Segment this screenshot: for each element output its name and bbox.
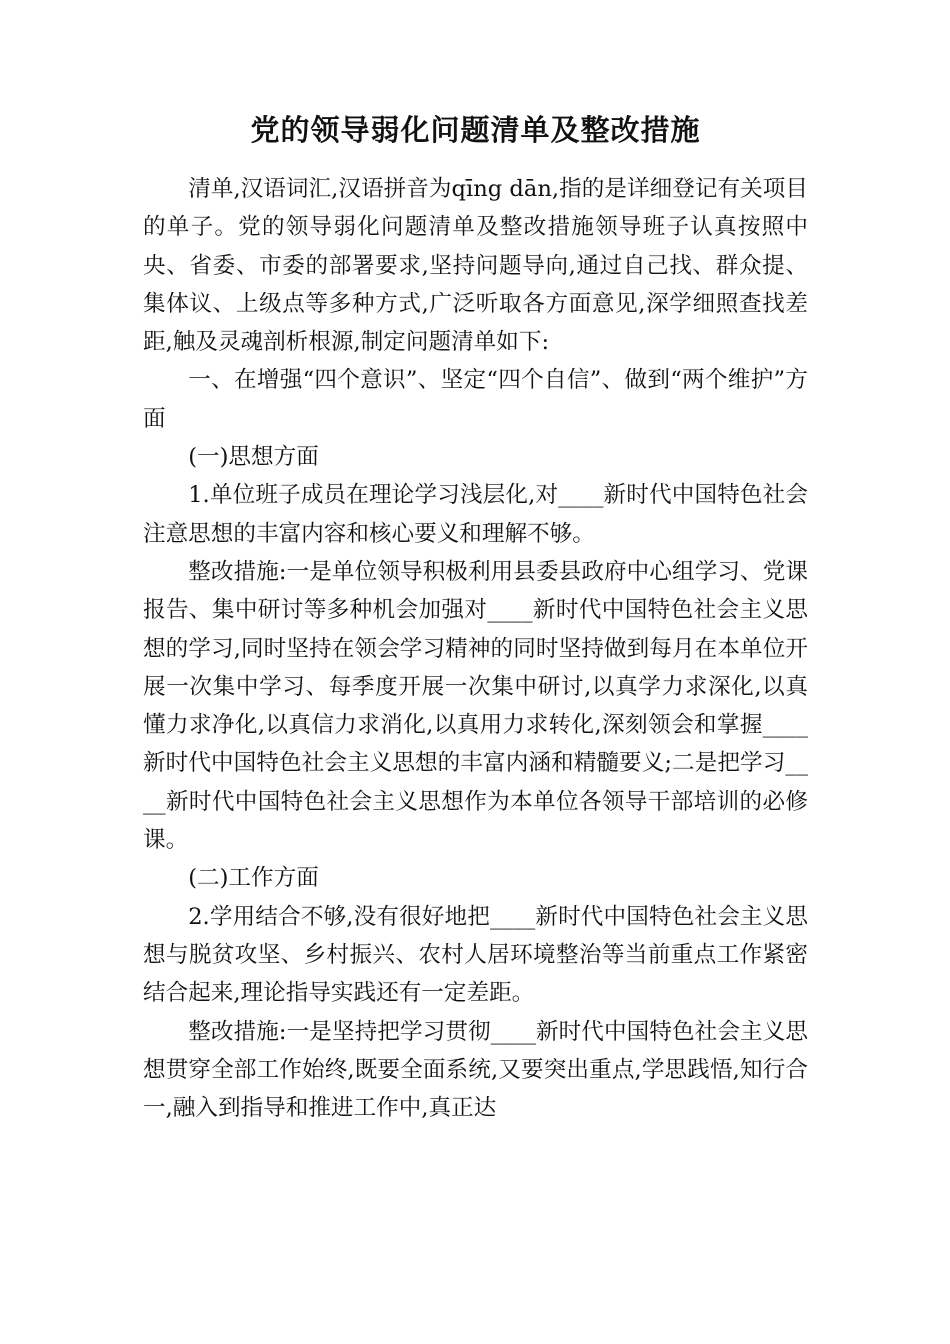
section-heading-1: 一、在增强“四个意识”、坚定“四个自信”、做到“两个维护”方面 — [143, 367, 808, 432]
problem-item-1: 1.单位班子成员在理论学习浅层化,对____新时代中国特色社会注意思想的丰富内容和核心要义和理解不够。 — [143, 482, 808, 547]
document-title: 党的领导弱化问题清单及整改措施 — [250, 113, 701, 147]
document-page — [143, 110, 808, 1127]
problem-item-2: 2.学用结合不够,没有很好地把____新时代中国特色社会主义思想与脱贫攻坚、乡村振兴、农村人居环境整治等当前重点工作紧密结合起来,理论指导实践还有一定差距。 — [143, 903, 808, 1007]
intro-paragraph: 清单,汉语词汇,汉语拼音为qīng dān,指的是详细登记有关项目的单子。党的领导弱化问题清单及整改措施领导班子认真按照中央、省委、市委的部署要求,坚持问题导向,通过自己找、群众提、集体议、上级点等多种方式,广泛听取各方面意见,深学细照查找差距,触及灵魂剖析根源,制定问题清单如下: — [143, 176, 808, 356]
subsection-heading-work: (二)工作方面 — [188, 865, 319, 892]
rectification-measures-2: 整改措施:一是坚持把学习贯彻____新时代中国特色社会主义思想贯穿全部工作始终,既要全面系统,又要突出重点,学思践悟,知行合一,融入到指导和推进工作中,真正达 — [143, 1018, 808, 1122]
subsection-heading-thought: (一)思想方面 — [188, 444, 319, 471]
rectification-measures-1: 整改措施:一是单位领导积极利用县委县政府中心组学习、党课报告、集中研讨等多种机会加强对____新时代中国特色社会主义思想的学习,同时坚持在领会学习精神的同时坚持做到每月在本单位开展一次集中学习、每季度开展一次集中研讨,以真学力求深化,以真懂力求净化,以真信力求消化,以真用力求转化,深刻领会和掌握____新时代中国特色社会主义思想的丰富内涵和精髓要义;二是把学习____新时代中国特色社会主义思想作为本单位各领导干部培训的必修课。 — [143, 558, 808, 854]
